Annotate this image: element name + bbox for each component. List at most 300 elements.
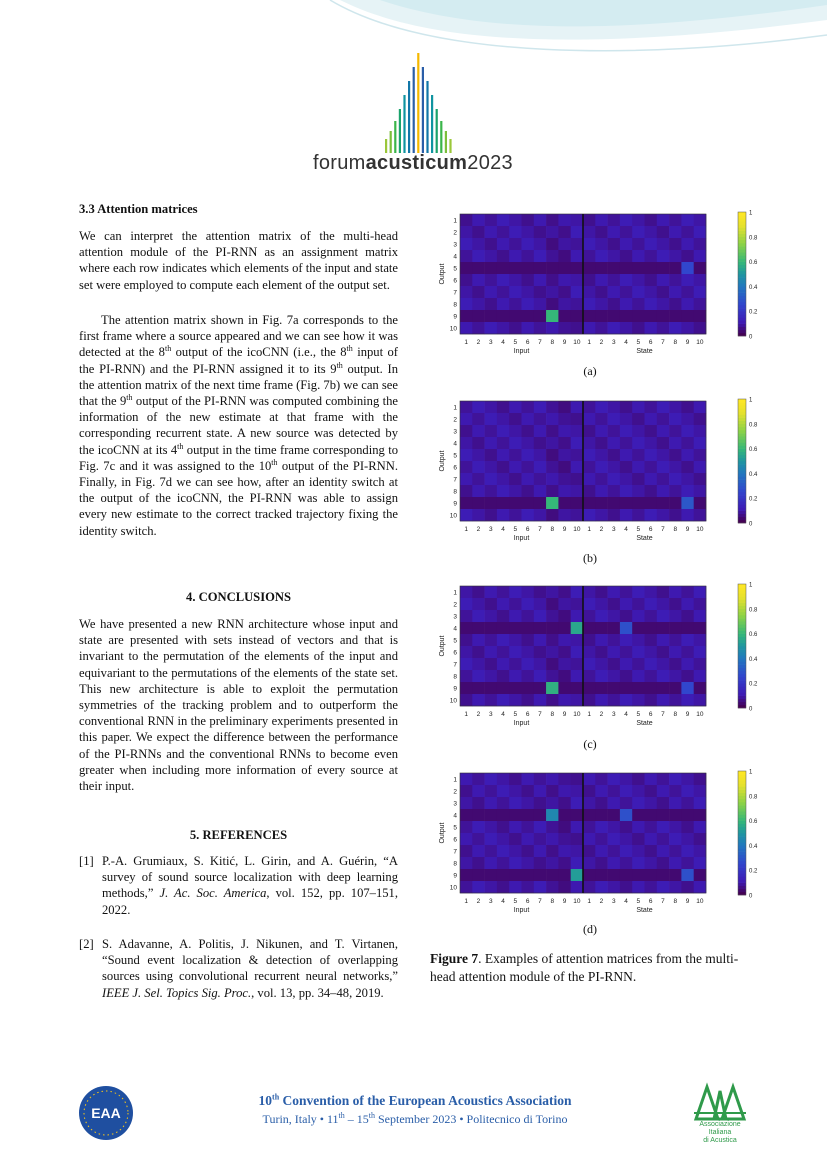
col-tick-label: 8 bbox=[550, 526, 555, 533]
heatmap-cell bbox=[595, 298, 608, 310]
heatmap-cell bbox=[657, 250, 670, 262]
heatmap-cell bbox=[509, 485, 522, 497]
colorbar-segment bbox=[738, 833, 746, 836]
heatmap-cell bbox=[669, 881, 682, 893]
heatmap-cell bbox=[485, 785, 498, 797]
heatmap-cell bbox=[608, 845, 621, 857]
colorbar-segment bbox=[738, 255, 746, 258]
colorbar-segment bbox=[738, 302, 746, 305]
colorbar-segment bbox=[738, 683, 746, 686]
heatmap-cell bbox=[571, 497, 584, 509]
colorbar-segment bbox=[738, 430, 746, 433]
heatmap-cell bbox=[460, 425, 473, 437]
heatmap-cell bbox=[522, 310, 535, 322]
colorbar-segment bbox=[738, 461, 746, 464]
heatmap-cell bbox=[669, 670, 682, 682]
heatmap-cell bbox=[558, 586, 571, 598]
colorbar-segment bbox=[738, 674, 746, 677]
heatmap-cell bbox=[620, 250, 633, 262]
heatmap-cell bbox=[681, 401, 694, 413]
heatmap-cell bbox=[472, 322, 485, 334]
colorbar-segment bbox=[738, 699, 746, 702]
heatmap-cell bbox=[694, 658, 707, 670]
col-tick-label: 10 bbox=[573, 339, 581, 346]
colorbar-segment bbox=[738, 808, 746, 811]
row-tick-label: 1 bbox=[453, 589, 457, 597]
heatmap-cell bbox=[460, 773, 473, 785]
heatmap-cell bbox=[472, 670, 485, 682]
heatmap-cell bbox=[522, 401, 535, 413]
heatmap-cell bbox=[509, 214, 522, 226]
heatmap-cell bbox=[645, 586, 658, 598]
heatmap-cell bbox=[485, 809, 498, 821]
heatmap-cell bbox=[608, 881, 621, 893]
col-tick-label: 4 bbox=[501, 526, 505, 533]
logo-bar bbox=[426, 81, 428, 153]
heatmap-cell bbox=[497, 797, 510, 809]
heatmap-cell bbox=[669, 509, 682, 521]
heatmap-cell bbox=[608, 670, 621, 682]
heatmap-cell bbox=[509, 509, 522, 521]
row-tick-label: 9 bbox=[453, 685, 457, 693]
heatmap-cell bbox=[583, 610, 596, 622]
heatmap-cell bbox=[645, 286, 658, 298]
colorbar-segment bbox=[738, 634, 746, 637]
heatmap-cell bbox=[608, 785, 621, 797]
heatmap-cell bbox=[632, 586, 645, 598]
heatmap-cell bbox=[583, 833, 596, 845]
figure-7c-heatmap bbox=[430, 580, 758, 745]
heatmap-cell bbox=[558, 401, 571, 413]
heatmap-cell bbox=[460, 509, 473, 521]
colorbar-tick-label: 0 bbox=[749, 521, 753, 528]
heatmap-cell bbox=[583, 473, 596, 485]
colorbar-segment bbox=[738, 886, 746, 889]
colorbar-segment bbox=[738, 814, 746, 817]
heatmap-cell bbox=[558, 610, 571, 622]
heatmap-cell bbox=[694, 821, 707, 833]
col-tick-label: 2 bbox=[476, 711, 481, 718]
row-tick-label: 4 bbox=[453, 625, 457, 633]
heatmap-cell bbox=[669, 622, 682, 634]
heatmap-cell bbox=[522, 845, 535, 857]
heatmap-cell bbox=[694, 785, 707, 797]
colorbar-segment bbox=[738, 449, 746, 452]
heatmap-cell bbox=[497, 274, 510, 286]
heatmap-cell bbox=[472, 413, 485, 425]
heatmap-cell bbox=[694, 509, 707, 521]
heatmap-cell bbox=[694, 437, 707, 449]
col-tick-label: 10 bbox=[696, 898, 704, 905]
heatmap-cell bbox=[571, 634, 584, 646]
col-tick-label: 10 bbox=[696, 526, 704, 533]
heatmap-cell bbox=[571, 238, 584, 250]
col-tick-label: 4 bbox=[624, 711, 628, 718]
heatmap-cell bbox=[546, 682, 559, 694]
heatmap-cell bbox=[485, 310, 498, 322]
colorbar-segment bbox=[738, 584, 746, 587]
eaa-logo bbox=[78, 1085, 134, 1141]
heatmap-cell bbox=[657, 473, 670, 485]
heatmap-cell bbox=[472, 682, 485, 694]
heatmap-cell bbox=[669, 610, 682, 622]
logo-bar bbox=[385, 139, 387, 153]
colorbar-tick-label: 0.6 bbox=[749, 632, 758, 639]
heatmap-cell bbox=[694, 586, 707, 598]
heatmap-cell bbox=[522, 449, 535, 461]
heatmap-cell bbox=[472, 833, 485, 845]
col-tick-label: 1 bbox=[587, 526, 591, 533]
heatmap-cell bbox=[571, 214, 584, 226]
colorbar-tick-label: 0.4 bbox=[749, 843, 758, 850]
heatmap-cell bbox=[620, 461, 633, 473]
heatmap-cell bbox=[608, 622, 621, 634]
heatmap-cell bbox=[485, 437, 498, 449]
heatmap-cell bbox=[472, 473, 485, 485]
colorbar-segment bbox=[738, 265, 746, 268]
x-axis-label-state: State bbox=[636, 907, 653, 914]
heatmap-cell bbox=[620, 586, 633, 598]
colorbar-segment bbox=[738, 615, 746, 618]
heatmap-cell bbox=[546, 298, 559, 310]
heatmap-cell bbox=[669, 298, 682, 310]
colorbar-segment bbox=[738, 876, 746, 879]
heatmap-cell bbox=[620, 646, 633, 658]
heatmap-cell bbox=[681, 773, 694, 785]
heatmap-cell bbox=[681, 634, 694, 646]
heatmap-cell bbox=[558, 773, 571, 785]
colorbar-segment bbox=[738, 455, 746, 458]
colorbar-segment bbox=[738, 224, 746, 227]
colorbar-segment bbox=[738, 783, 746, 786]
heatmap-cell bbox=[595, 485, 608, 497]
heatmap-cell bbox=[595, 869, 608, 881]
heatmap-cell bbox=[595, 286, 608, 298]
heatmap-cell bbox=[558, 322, 571, 334]
heatmap-cell bbox=[558, 881, 571, 893]
heatmap-cell bbox=[534, 509, 547, 521]
colorbar-segment bbox=[738, 511, 746, 514]
heatmap-cell bbox=[632, 286, 645, 298]
col-tick-label: 4 bbox=[501, 898, 505, 905]
heatmap-cell bbox=[522, 646, 535, 658]
heatmap-cell bbox=[497, 425, 510, 437]
col-tick-label: 3 bbox=[488, 339, 493, 346]
heatmap-cell bbox=[657, 461, 670, 473]
col-tick-label: 10 bbox=[573, 526, 581, 533]
heatmap-cell bbox=[620, 310, 633, 322]
heatmap-cell bbox=[669, 598, 682, 610]
heatmap-cell bbox=[497, 485, 510, 497]
heatmap-cell bbox=[681, 497, 694, 509]
colorbar-segment bbox=[738, 321, 746, 324]
heatmap-cell bbox=[558, 797, 571, 809]
figure-7d-heatmap bbox=[430, 767, 758, 932]
heatmap-cell bbox=[694, 497, 707, 509]
heatmap-cell bbox=[472, 881, 485, 893]
heatmap-cell bbox=[669, 785, 682, 797]
heatmap-cell bbox=[681, 598, 694, 610]
col-tick-label: 5 bbox=[513, 526, 518, 533]
heatmap-cell bbox=[571, 809, 584, 821]
heatmap-cell bbox=[632, 401, 645, 413]
row-tick-label: 4 bbox=[453, 440, 457, 448]
heatmap-cell bbox=[509, 785, 522, 797]
col-tick-label: 10 bbox=[573, 898, 581, 905]
col-tick-label: 6 bbox=[648, 898, 653, 905]
heatmap-cell bbox=[509, 449, 522, 461]
heatmap-cell bbox=[558, 214, 571, 226]
heatmap-cell bbox=[595, 461, 608, 473]
colorbar-segment bbox=[738, 590, 746, 593]
colorbar-segment bbox=[738, 600, 746, 603]
heatmap-cell bbox=[620, 881, 633, 893]
colorbar-segment bbox=[738, 249, 746, 252]
heatmap-cell bbox=[620, 658, 633, 670]
heatmap-cell bbox=[608, 833, 621, 845]
heatmap-cell bbox=[681, 670, 694, 682]
heatmap-cell bbox=[657, 214, 670, 226]
heatmap-cell bbox=[657, 646, 670, 658]
heatmap-cell bbox=[497, 634, 510, 646]
heatmap-cell bbox=[645, 658, 658, 670]
heatmap-cell bbox=[534, 821, 547, 833]
heatmap-cell bbox=[472, 214, 485, 226]
heatmap-cell bbox=[546, 598, 559, 610]
heatmap-cell bbox=[694, 610, 707, 622]
heatmap-cell bbox=[620, 694, 633, 706]
col-tick-label: 6 bbox=[648, 526, 653, 533]
row-tick-label: 2 bbox=[453, 229, 457, 237]
heatmap-cell bbox=[546, 509, 559, 521]
heatmap-cell bbox=[460, 797, 473, 809]
heatmap-cell bbox=[595, 821, 608, 833]
heatmap-cell bbox=[669, 845, 682, 857]
row-tick-label: 6 bbox=[453, 836, 457, 844]
heatmap-cell bbox=[571, 670, 584, 682]
heatmap-cell bbox=[460, 226, 473, 238]
reference-2-text: S. Adavanne, A. Politis, J. Nikunen, and T. Virtanen, “Sound event localization & detection of overlapping sources using convolutional recurrent neural networks,” IEEE J. Sel. Topics Sig. Proc., vol. 13, pp. 34–48, 2019. bbox=[102, 937, 398, 1000]
heatmap-cell bbox=[632, 773, 645, 785]
col-tick-label: 5 bbox=[636, 898, 641, 905]
heatmap-cell bbox=[608, 646, 621, 658]
colorbar-tick-label: 0.2 bbox=[749, 496, 758, 503]
heatmap-cell bbox=[497, 413, 510, 425]
colorbar-segment bbox=[738, 311, 746, 314]
heatmap-cell bbox=[534, 646, 547, 658]
colorbar-segment bbox=[738, 612, 746, 615]
colorbar-segment bbox=[738, 215, 746, 218]
heatmap-cell bbox=[497, 461, 510, 473]
row-tick-label: 5 bbox=[453, 265, 457, 273]
heatmap-cell bbox=[485, 401, 498, 413]
heatmap-cell bbox=[657, 449, 670, 461]
heatmap-cell bbox=[608, 598, 621, 610]
heatmap-cell bbox=[534, 437, 547, 449]
heatmap-cell bbox=[460, 461, 473, 473]
colorbar-segment bbox=[738, 489, 746, 492]
heatmap-cell bbox=[522, 634, 535, 646]
colorbar-segment bbox=[738, 408, 746, 411]
heatmap-cell bbox=[546, 274, 559, 286]
heatmap-cell bbox=[681, 473, 694, 485]
section-3-3-paragraph-2: The attention matrix shown in Fig. 7a corresponds to the first frame where a source appeared and we can see how it was detected at the 8th output of the icoCNN (i.e., the 8th input of the PI-RNN) and the PI-RNN assigned it to its 9th output. In the attention matrix of the next time frame (Fig. 7b) we can see that the 9th output of the PI-RNN was computed combining the information of the new estimate at that frame with the corresponding recurrent state. A new source was detected by the icoCNN at its 4th output in the time frame corresponding to Fig. 7c and it was assigned to the 10th output of the PI-RNN. Finally, in Fig. 7d we can see how, after an identity switch at the output of the icoCNN, the PI-RNN was able to assign every new estimate to the correct tracked trajectory fixing the identity switch. bbox=[79, 313, 398, 538]
heatmap-cell bbox=[583, 622, 596, 634]
heatmap-cell bbox=[669, 809, 682, 821]
colorbar-tick-label: 1 bbox=[749, 210, 753, 217]
heatmap-cell bbox=[534, 298, 547, 310]
heatmap-cell bbox=[583, 310, 596, 322]
heatmap-cell bbox=[645, 682, 658, 694]
x-axis-label-state: State bbox=[636, 720, 653, 727]
heatmap-cell bbox=[608, 262, 621, 274]
colorbar-segment bbox=[738, 324, 746, 327]
heatmap-cell bbox=[595, 586, 608, 598]
heatmap-cell bbox=[571, 785, 584, 797]
heatmap-cell bbox=[497, 449, 510, 461]
col-tick-label: 3 bbox=[611, 526, 616, 533]
heatmap-cell bbox=[657, 298, 670, 310]
heatmap-cell bbox=[669, 773, 682, 785]
heatmap-cell bbox=[681, 845, 694, 857]
heatmap-cell bbox=[460, 497, 473, 509]
heatmap-cell bbox=[681, 262, 694, 274]
colorbar-tick-label: 0 bbox=[749, 893, 753, 900]
colorbar-segment bbox=[738, 421, 746, 424]
col-tick-label: 7 bbox=[538, 711, 542, 718]
colorbar-segment bbox=[738, 442, 746, 445]
heatmap-cell bbox=[546, 497, 559, 509]
colorbar-segment bbox=[738, 464, 746, 467]
heatmap-cell bbox=[694, 634, 707, 646]
heatmap-cell bbox=[632, 250, 645, 262]
heatmap-cell bbox=[632, 509, 645, 521]
heatmap-cell bbox=[632, 214, 645, 226]
heatmap-cell bbox=[669, 497, 682, 509]
heatmap-cell bbox=[522, 869, 535, 881]
heatmap-cell bbox=[472, 485, 485, 497]
heatmap-cell bbox=[694, 322, 707, 334]
heatmap-cell bbox=[485, 226, 498, 238]
heatmap-cell bbox=[681, 646, 694, 658]
heatmap-cell bbox=[595, 634, 608, 646]
heatmap-cell bbox=[546, 857, 559, 869]
row-tick-label: 10 bbox=[449, 512, 457, 520]
heatmap-cell bbox=[608, 682, 621, 694]
heatmap-cell bbox=[608, 413, 621, 425]
heatmap-cell bbox=[694, 485, 707, 497]
col-tick-label: 9 bbox=[562, 339, 567, 346]
heatmap-cell bbox=[534, 694, 547, 706]
heatmap-cell bbox=[485, 797, 498, 809]
heatmap-cell bbox=[608, 298, 621, 310]
colorbar-segment bbox=[738, 677, 746, 680]
heatmap-cell bbox=[632, 658, 645, 670]
heatmap-cell bbox=[485, 658, 498, 670]
heatmap-cell bbox=[497, 845, 510, 857]
colorbar-segment bbox=[738, 286, 746, 289]
colorbar-tick-label: 0.8 bbox=[749, 235, 758, 242]
heatmap-cell bbox=[485, 497, 498, 509]
heatmap-cell bbox=[657, 322, 670, 334]
heatmap-cell bbox=[608, 401, 621, 413]
heatmap-cell bbox=[657, 658, 670, 670]
heatmap-cell bbox=[522, 286, 535, 298]
heatmap-cell bbox=[522, 214, 535, 226]
heatmap-cell bbox=[595, 262, 608, 274]
heatmap-cell bbox=[472, 310, 485, 322]
heatmap-cell bbox=[534, 658, 547, 670]
colorbar-segment bbox=[738, 402, 746, 405]
heatmap-cell bbox=[534, 461, 547, 473]
colorbar-segment bbox=[738, 799, 746, 802]
heatmap-cell bbox=[583, 461, 596, 473]
heatmap-cell bbox=[509, 598, 522, 610]
heatmap-cell bbox=[645, 413, 658, 425]
heatmap-cell bbox=[608, 425, 621, 437]
colorbar-segment bbox=[738, 668, 746, 671]
heatmap-cell bbox=[522, 809, 535, 821]
heatmap-cell bbox=[583, 226, 596, 238]
heatmap-cell bbox=[645, 857, 658, 869]
heatmap-cell bbox=[558, 413, 571, 425]
heatmap-cell bbox=[620, 773, 633, 785]
heatmap-cell bbox=[620, 797, 633, 809]
heatmap-cell bbox=[558, 310, 571, 322]
colorbar-segment bbox=[738, 498, 746, 501]
heatmap-cell bbox=[485, 413, 498, 425]
heatmap-cell bbox=[497, 322, 510, 334]
heatmap-cell bbox=[595, 881, 608, 893]
colorbar-segment bbox=[738, 246, 746, 249]
heatmap-cell bbox=[583, 869, 596, 881]
heatmap-cell bbox=[497, 497, 510, 509]
heatmap-cell bbox=[632, 598, 645, 610]
colorbar-segment bbox=[738, 655, 746, 658]
colorbar-segment bbox=[738, 702, 746, 705]
colorbar-segment bbox=[738, 637, 746, 640]
heatmap-cell bbox=[558, 274, 571, 286]
colorbar-tick-label: 0.6 bbox=[749, 447, 758, 454]
heatmap-cell bbox=[546, 610, 559, 622]
heatmap-cell bbox=[595, 497, 608, 509]
heatmap-cell bbox=[645, 845, 658, 857]
heatmap-cell bbox=[497, 821, 510, 833]
colorbar-segment bbox=[738, 855, 746, 858]
heatmap-cell bbox=[534, 845, 547, 857]
heatmap-cell bbox=[558, 634, 571, 646]
logo-bar bbox=[390, 131, 392, 153]
heatmap-cell bbox=[595, 809, 608, 821]
heatmap-cell bbox=[472, 437, 485, 449]
col-tick-label: 3 bbox=[611, 898, 616, 905]
col-tick-label: 8 bbox=[673, 339, 678, 346]
heatmap-cell bbox=[509, 262, 522, 274]
heatmap-cell bbox=[522, 250, 535, 262]
heatmap-cell bbox=[620, 833, 633, 845]
heatmap-cell bbox=[509, 586, 522, 598]
heatmap-cell bbox=[669, 694, 682, 706]
heatmap-cell bbox=[460, 437, 473, 449]
colorbar-segment bbox=[738, 587, 746, 590]
heatmap-cell bbox=[546, 214, 559, 226]
heatmap-cell bbox=[460, 485, 473, 497]
col-tick-label: 10 bbox=[696, 711, 704, 718]
heatmap-cell bbox=[608, 449, 621, 461]
heatmap-cell bbox=[497, 250, 510, 262]
heatmap-cell bbox=[522, 473, 535, 485]
heatmap-cell bbox=[571, 586, 584, 598]
